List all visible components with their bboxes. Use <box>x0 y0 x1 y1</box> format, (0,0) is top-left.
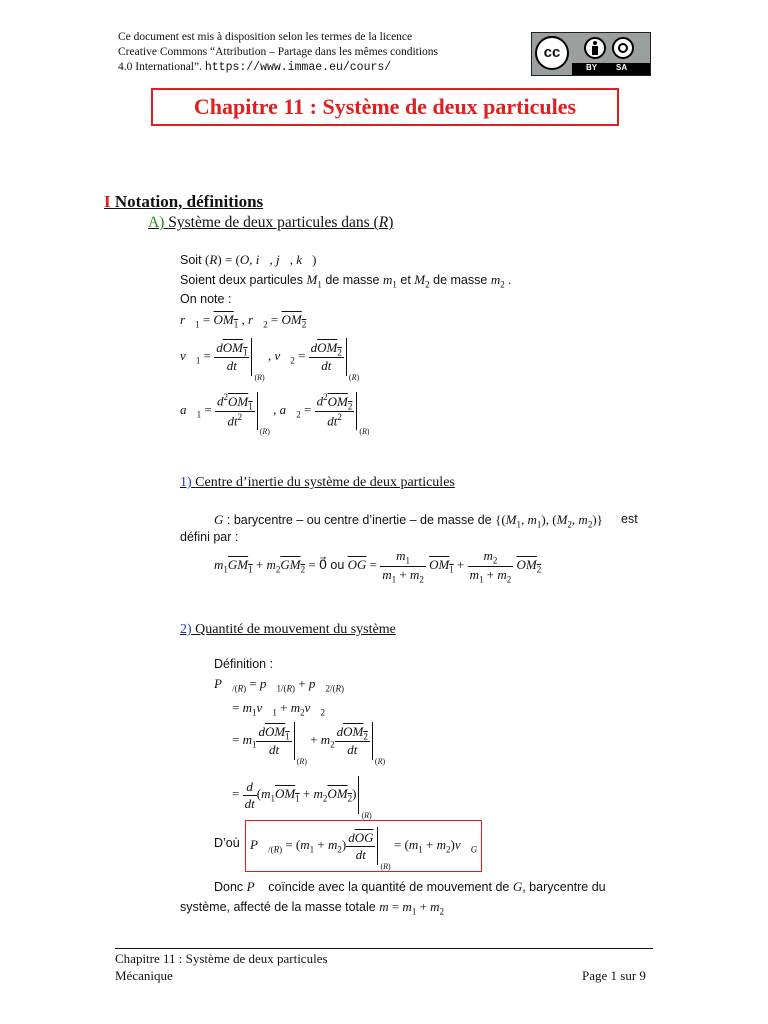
subsection-1-heading <box>180 475 455 491</box>
ou-word: ou <box>330 558 345 573</box>
page-title: Chapitre 11 : Système de deux particules <box>151 88 619 126</box>
license-url[interactable]: https://www.immae.eu/cours/ <box>204 61 392 74</box>
cc-by-sa-badge[interactable] <box>531 32 651 76</box>
on-note-line: On note : <box>180 292 232 306</box>
particles-line: Soient deux particules $M_1$ de masse $m_1$ et $M_2$ de masse $m_2$ . <box>180 272 512 290</box>
footer-divider <box>115 948 653 949</box>
paren-close: ) <box>388 214 394 231</box>
result-box: $P⃗_{/(R)} = (m_1 + m_2)$ $\frac{d\overline{OG}}{dt}$ $_{(R)} = (m_1$ + $m_2)v⃗_G$ <box>245 820 482 872</box>
momentum-line-2: = $m_1v⃗_1$ + $m_2v⃗_2$ <box>232 700 325 718</box>
subsection-2-label: Quantité de mouvement du système <box>195 622 396 637</box>
acceleration-vectors: $a⃗_1$ = $\frac{d^2OM_1}{dt^2}$ $_{(R)}$ , $a⃗_2$ = $\frac{d^2OM_2}{dt^2}$ $_{(R)}$ <box>180 392 370 436</box>
donc-text-end: , barycentre du <box>522 880 606 894</box>
barycentre-equation: $m_1GM_1 + m_2GM_2$ = 0⃗ ou $\overline{OG}$ = $\frac{m_1}{m_1 + m_2}$ $OM_1$ + $\frac{m_2}{m_1 + m_2}$ $OM_2$ <box>214 548 542 585</box>
velocity-vectors: $v⃗_1$ = $\frac{dOM_1}{dt}$ $_{(R)}$ , $v⃗_2$ = $\frac{dOM_2}{dt}$ $_{(R)}$ <box>180 339 360 382</box>
particles-text-4: de masse <box>433 273 488 287</box>
est-word: est <box>621 512 638 526</box>
footer-page-number: Page 1 sur 9 <box>582 968 646 983</box>
particles-text-2: de masse <box>325 273 380 287</box>
subsection-a-heading <box>148 214 393 232</box>
soit-word: Soit <box>180 253 202 267</box>
subsection-a-number: A) <box>148 214 165 231</box>
donc-line: Donc P⃗ coïncide avec la quantité de mouvement de G, barycentre du <box>214 879 606 894</box>
subsection-a-label: Système de deux particules dans ( <box>168 214 379 231</box>
cc-logo-icon: cc <box>535 36 569 70</box>
momentum-line-3: = $m_1$ $\frac{dOM_1}{dt}$ $_{(R)} + m_2$ $\frac{dOM_2}{dt}$ $_{(R)}$ <box>232 723 386 766</box>
particles-text-3: et <box>400 273 411 287</box>
share-alike-icon <box>612 37 634 59</box>
definition-label: Définition : <box>214 657 274 671</box>
barycentre-line: G : barycentre – ou centre d’inertie – de masse de {($M_1$, $m_1$), ($M_2$, $m_2$)} <box>214 512 603 530</box>
g-symbol: G <box>214 512 224 527</box>
momentum-line-4: = $\frac{d}{dt}$ $(m_1OM_1 + m_2OM_2)_{(R)}$ <box>232 776 372 820</box>
section-heading <box>104 192 263 212</box>
license-line-1: Ce document est mis à disposition selon les termes de la licence <box>118 31 413 43</box>
particles-text-1: Soient deux particules <box>180 273 303 287</box>
position-vectors: $r⃗_1 = OM_1$ , $r⃗_2 = OM_2$ <box>180 312 307 330</box>
donc-line-2: système, affecté de la masse totale $m = m_1 + m_2$ <box>180 899 445 917</box>
defini-par: défini par : <box>180 530 239 544</box>
masse-totale-text: système, affecté de la masse totale <box>180 900 376 914</box>
frame-def: (R) = (O, i⃗, j⃗, k⃗) <box>205 252 317 267</box>
frame-symbol: R <box>378 214 389 231</box>
by-person-icon <box>584 37 606 59</box>
license-line-2: Creative Commons “Attribution – Partage dans les mêmes conditions <box>118 46 439 58</box>
subsection-2-number: 2) <box>180 622 192 637</box>
barycentre-text: : barycentre – ou centre d’inertie – de masse de <box>226 513 492 527</box>
badge-sa-label: SA <box>616 63 628 72</box>
subsection-1-number: 1) <box>180 475 192 490</box>
donc-text: coïncide avec la quantité de mouvement de <box>268 880 510 894</box>
license-text: 4.0 International”. <box>118 61 202 73</box>
license-line-3 <box>118 60 391 75</box>
section-number: I <box>104 192 111 211</box>
subsection-1-label: Centre d’inertie du système de deux particules <box>195 475 455 490</box>
soit-line <box>180 252 316 268</box>
footer-chapter: Chapitre 11 : Système de deux particules <box>115 951 328 966</box>
momentum-line-1: $P⃗_{/(R)}$ = $p⃗_{1/(R)}$ + $p⃗_{2/(R)}$ <box>214 676 344 694</box>
donc-word: Donc <box>214 880 244 894</box>
subsection-2-heading <box>180 622 396 638</box>
dou-label: D’où <box>214 836 240 850</box>
section-label: Notation, définitions <box>114 192 264 211</box>
badge-by-label: BY <box>586 63 598 72</box>
footer-subject: Mécanique <box>115 968 173 983</box>
